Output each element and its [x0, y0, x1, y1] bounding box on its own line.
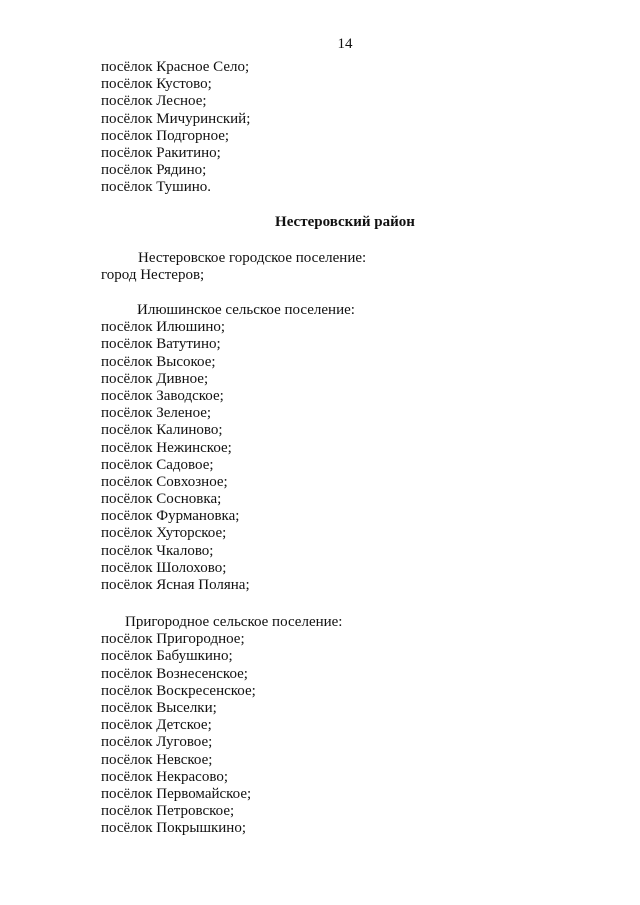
settlement-title: Пригородное сельское поселение: [125, 614, 343, 630]
list-item: посёлок Тушино. [101, 179, 212, 196]
settlement-block-nesterov [101, 250, 581, 284]
list-item: посёлок Ясная Поляна; [101, 577, 250, 593]
list-item: посёлок Садовое; [101, 456, 214, 473]
list-item: посёлок Некрасово; [101, 768, 228, 785]
top-settlement-list [101, 59, 581, 197]
list-item: посёлок Мичуринский; [101, 110, 251, 127]
list-item: посёлок Петровское; [101, 803, 235, 820]
list-item: посёлок Пригородное; [101, 631, 245, 648]
page-number: 14 [337, 36, 353, 52]
list-item: посёлок Подгорное; [101, 127, 230, 144]
list-item: посёлок Лесное; [101, 93, 207, 110]
list-item: посёлок Детское; [101, 717, 212, 734]
settlement-block-prigorodnoe [101, 614, 581, 837]
list-item: посёлок Калиново; [101, 422, 223, 439]
list-item: посёлок Ракитино; [101, 144, 221, 161]
list-item: посёлок Совхозное; [101, 473, 228, 490]
settlement-title: Нестеровское городское поселение: [138, 250, 367, 266]
district-heading: Нестеровский район [275, 214, 415, 230]
list-item: город Нестеров; [101, 267, 205, 284]
list-item: посёлок Невское; [101, 751, 213, 768]
list-item: посёлок Илюшино; [101, 319, 226, 336]
list-item: посёлок Нежинское; [101, 439, 232, 456]
list-item: посёлок Сосновка; [101, 491, 222, 508]
list-item: посёлок Фурмановка; [101, 508, 240, 525]
list-item: посёлок Ватутино; [101, 336, 221, 353]
list-item: посёлок Луговое; [101, 734, 213, 751]
list-item: посёлок Воскресенское; [101, 682, 256, 699]
list-item: посёлок Выселки; [101, 699, 217, 716]
list-item: посёлок Заводское; [101, 387, 224, 404]
list-item: посёлок Первомайское; [101, 785, 252, 802]
settlement-block-ilyushino [101, 302, 581, 594]
list-item: посёлок Вознесенское; [101, 665, 248, 682]
settlement-title: Илюшинское сельское поселение: [137, 302, 355, 318]
list-item: посёлок Покрышкино; [101, 820, 246, 837]
list-item: посёлок Высокое; [101, 353, 216, 370]
list-item: посёлок Чкалово; [101, 542, 214, 559]
list-item: посёлок Рядино; [101, 162, 207, 179]
list-item: посёлок Зеленое; [101, 405, 212, 422]
list-item: посёлок Шолохово; [101, 559, 227, 576]
list-item: посёлок Хуторское; [101, 525, 227, 542]
list-item: посёлок Бабушкино; [101, 648, 233, 665]
list-item: посёлок Красное Село; [101, 59, 250, 75]
list-item: посёлок Кустово; [101, 76, 212, 93]
list-item: посёлок Дивное; [101, 370, 209, 387]
